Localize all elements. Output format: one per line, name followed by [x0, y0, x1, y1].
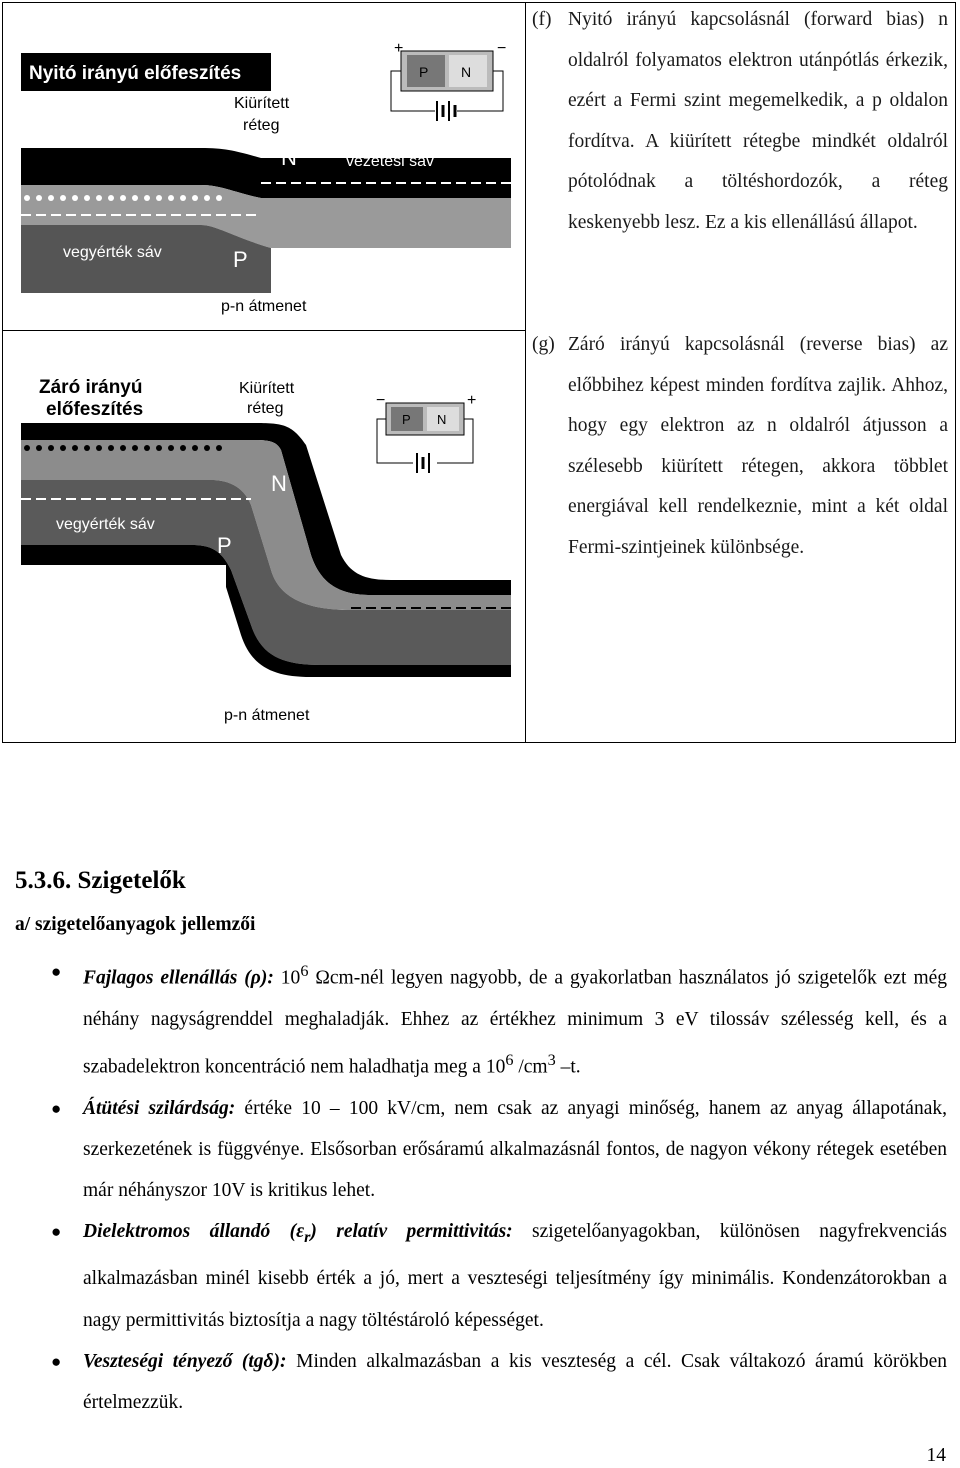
desc-f-text: Nyitó irányú kapcsolásnál (forward bias) n oldalról folyamatos elektron utánpótlás érkezik, ezért a Fermi szint megemelkedik, a p oldalon fordítva. A kiürített rétegbe mindkét oldalról pótolódnak a töltéshordozók, a réteg keskenyebb lesz. Ez a kis ellenállású állapot.	[568, 9, 948, 233]
forward-valence-label: vegyérték sáv	[63, 244, 162, 261]
reverse-title-1: Záró irányú	[39, 377, 143, 398]
svg-text:+: +	[394, 40, 404, 57]
bullet-icon: ●	[51, 962, 62, 981]
section-title: 5.3.6. Szigetelők	[15, 867, 186, 894]
desc-f-label: (f)	[532, 9, 552, 30]
forward-p-label: P	[233, 247, 248, 272]
row-divider	[3, 330, 526, 331]
reverse-n-label: N	[271, 471, 287, 496]
forward-depletion-label-2: réteg	[243, 117, 280, 134]
reverse-depletion-label-2: réteg	[247, 400, 284, 417]
figure-table	[2, 2, 956, 743]
svg-text:P: P	[419, 64, 429, 80]
forward-conduction-label: vezetési sáv	[346, 153, 435, 170]
description-g	[532, 325, 948, 568]
section-subtitle: a/ szigetelőanyagok jellemzői	[15, 914, 256, 935]
bullet-icon: ●	[51, 1351, 62, 1371]
reverse-bias-diagram	[21, 355, 511, 735]
forward-bias-diagram	[21, 33, 511, 323]
forward-n-label: N	[281, 145, 297, 170]
reverse-p-label: P	[217, 533, 232, 558]
svg-text:+: +	[467, 392, 477, 409]
column-divider	[525, 3, 526, 742]
svg-text:N: N	[461, 64, 472, 80]
reverse-diode-circuit	[376, 392, 476, 473]
forward-diode-circuit	[391, 40, 506, 121]
reverse-junction-label: p-n átmenet	[224, 707, 310, 724]
list-item: ● Dielektromos állandó $(\varepsilon_r)$ relatív permittivitás: szigetelőanyagokban, különösen nagyfrekvenciás alkalmazásban minél kisebb érték a jó, mert a veszteségi teljesítmény így minimális. Kondenzátorokban a nagy permittivitás biztosítja a nagy töltéstároló képességet.	[15, 1211, 947, 1341]
svg-text:−: −	[376, 392, 386, 409]
term-breakdown: Átütési szilárdság:	[83, 1097, 236, 1119]
desc-g-label: (g)	[532, 334, 555, 355]
svg-text:−: −	[497, 40, 507, 57]
list-item: ● Veszteségi tényező (tgδ): Minden alkalmazásban a kis veszteség a cél. Csak váltakozó áramú körökben értelmezzük.	[15, 1341, 947, 1423]
svg-text:P: P	[402, 412, 411, 427]
term-resistivity: Fajlagos ellenállás (ρ):	[83, 967, 274, 989]
forward-junction-label: p-n átmenet	[221, 298, 307, 315]
property-list	[15, 951, 947, 1423]
desc-g-text: Záró irányú kapcsolásnál (reverse bias) az előbbihez képest minden fordítva zajlik. Ahhoz, hogy egy elektron az n oldalról átjusson a szélesebb kiürített rétegen, akkora többlet energiával kell rendelkeznie, mint a két oldal Fermi-szintjeinek különbsége.	[568, 334, 948, 558]
svg-text:N: N	[437, 412, 447, 427]
reverse-conduction-label: vezetési sáv	[378, 580, 467, 597]
list-item: ● Fajlagos ellenállás (ρ): $10^6$ Ωcm-nél legyen nagyobb, de a gyakorlatban használatos jó szigetelők ezt még néhány nagyságrenddel meghaladják. Ehhez az értékhez minimum 3 eV tilossáv szélesség kell, és a szabadelektron koncentráció nem haladhatja meg a $10^6$ $/cm^3$ –t.	[15, 951, 947, 1088]
forward-title: Nyitó irányú előfeszítés	[29, 63, 242, 84]
description-f	[532, 0, 948, 243]
reverse-valence-label: vegyérték sáv	[56, 516, 155, 533]
page-number: 14	[926, 1445, 946, 1466]
forward-depletion-label-1: Kiürített	[234, 95, 290, 112]
bullet-icon: ●	[51, 1098, 62, 1118]
list-item: ● Átütési szilárdság: értéke 10 – 100 kV/cm, nem csak az anyagi minőség, hanem az anyag állapotának, szerkezetének is függvénye. Elsősorban erősáramú alkalmazásnál fontos, de nagyon vékony rétegek esetében már néhányszor 10V is kritikus lehet.	[15, 1088, 947, 1212]
term-loss-factor: Veszteségi tényező (tgδ):	[83, 1350, 287, 1372]
term-permittivity: Dielektromos állandó $(\varepsilon_r)$ relatív permittivitás:	[83, 1221, 513, 1247]
reverse-depletion-label-1: Kiürített	[239, 380, 295, 397]
reverse-title-2: előfeszítés	[46, 399, 144, 420]
bullet-icon: ●	[51, 1222, 62, 1242]
